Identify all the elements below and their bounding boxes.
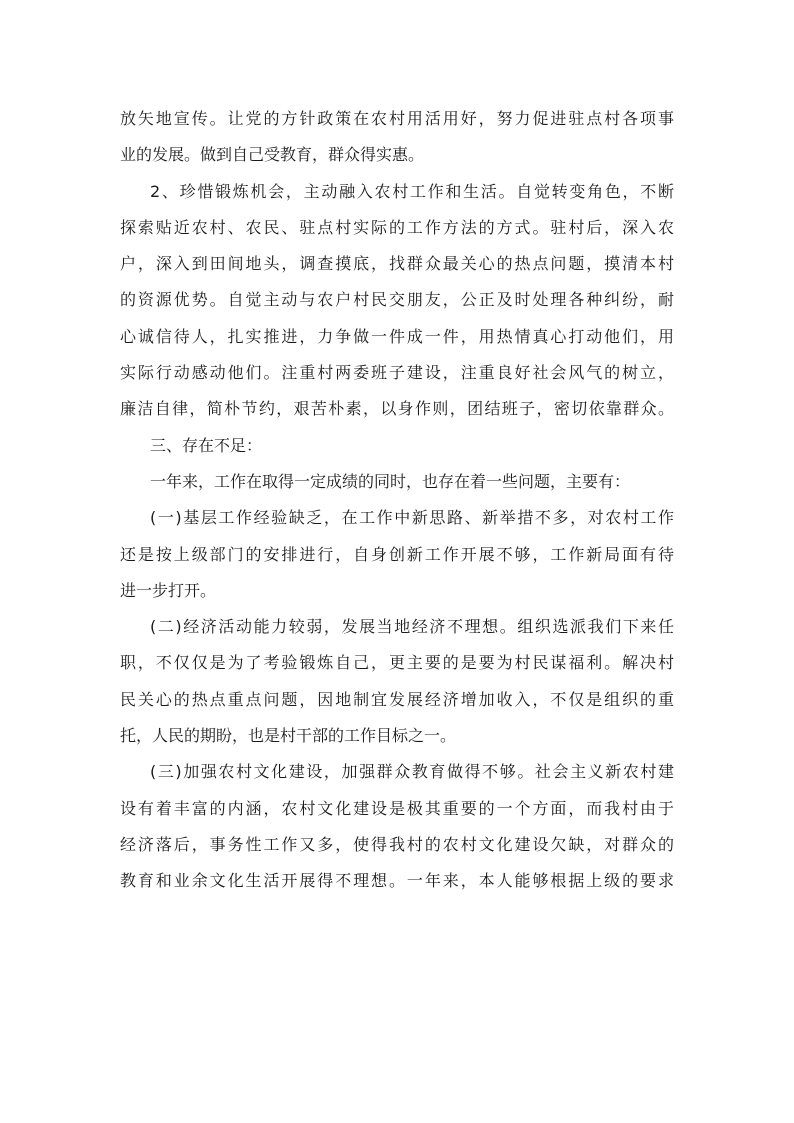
text-line: 进一步打开。 bbox=[120, 580, 217, 600]
text-line: 设有着丰富的内涵，农村文化建设是极其重要的一个方面，而我村由于 bbox=[120, 798, 674, 818]
text-line: 还是按上级部门的安排进行，自身创新工作开展不够，工作新局面有待 bbox=[120, 544, 674, 564]
text-line: 民关心的热点重点问题，因地制宜发展经济增加收入，不仅是组织的重 bbox=[120, 689, 674, 709]
text-line: 实际行动感动他们。注重村两委班子建设，注重良好社会风气的树立， bbox=[120, 363, 674, 383]
text-line: 的资源优势。自觉主动与农户村民交朋友，公正及时处理各种纠纷，耐 bbox=[120, 290, 674, 310]
text-line: 户，深入到田间地头，调查摸底，找群众最关心的热点问题，摸清本村 bbox=[120, 254, 674, 274]
document-body bbox=[120, 101, 674, 900]
text-line: 探索贴近农村、农民、驻点村实际的工作方法的方式。驻村后，深入农 bbox=[120, 217, 674, 237]
section-heading: 三、存在不足： bbox=[150, 435, 263, 455]
paragraph-start-line: 2、珍惜锻炼机会，主动融入农村工作和生活。自觉转变角色，不断 bbox=[150, 181, 674, 201]
text-line: 职，不仅仅是为了考验锻炼自己，更主要的是要为村民谋福利。解决村 bbox=[120, 653, 674, 673]
text-line: 放矢地宣传。让党的方针政策在农村用活用好，努力促进驻点村各项事 bbox=[120, 109, 674, 128]
paragraph-start-line: 一年来，工作在取得一定成绩的同时，也存在着一些问题，主要有： bbox=[150, 471, 631, 491]
paragraph-start-line: (三)加强农村文化建设，加强群众教育做得不够。社会主义新农村建 bbox=[150, 762, 674, 782]
paragraph-start-line: (二)经济活动能力较弱，发展当地经济不理想。组织选派我们下来任 bbox=[150, 617, 674, 637]
text-line: 心诚信待人，扎实推进，力争做一件成一件，用热情真心打动他们，用 bbox=[120, 326, 674, 346]
text-line: 廉洁自律，简朴节约，艰苦朴素，以身作则，团结班子，密切依靠群众。 bbox=[120, 399, 674, 419]
text-line: 托，人民的期盼，也是村干部的工作目标之一。 bbox=[120, 726, 457, 746]
text-line: 业的发展。做到自己受教育，群众得实惠。 bbox=[120, 145, 425, 165]
text-line: 经济落后，事务性工作又多，使得我村的农村文化建设欠缺，对群众的 bbox=[120, 834, 674, 854]
paragraph-start-line: (一)基层工作经验缺乏，在工作中新思路、新举措不多，对农村工作 bbox=[150, 508, 674, 528]
text-line: 教育和业余文化生活开展得不理想。一年来，本人能够根据上级的要求 bbox=[120, 871, 674, 891]
